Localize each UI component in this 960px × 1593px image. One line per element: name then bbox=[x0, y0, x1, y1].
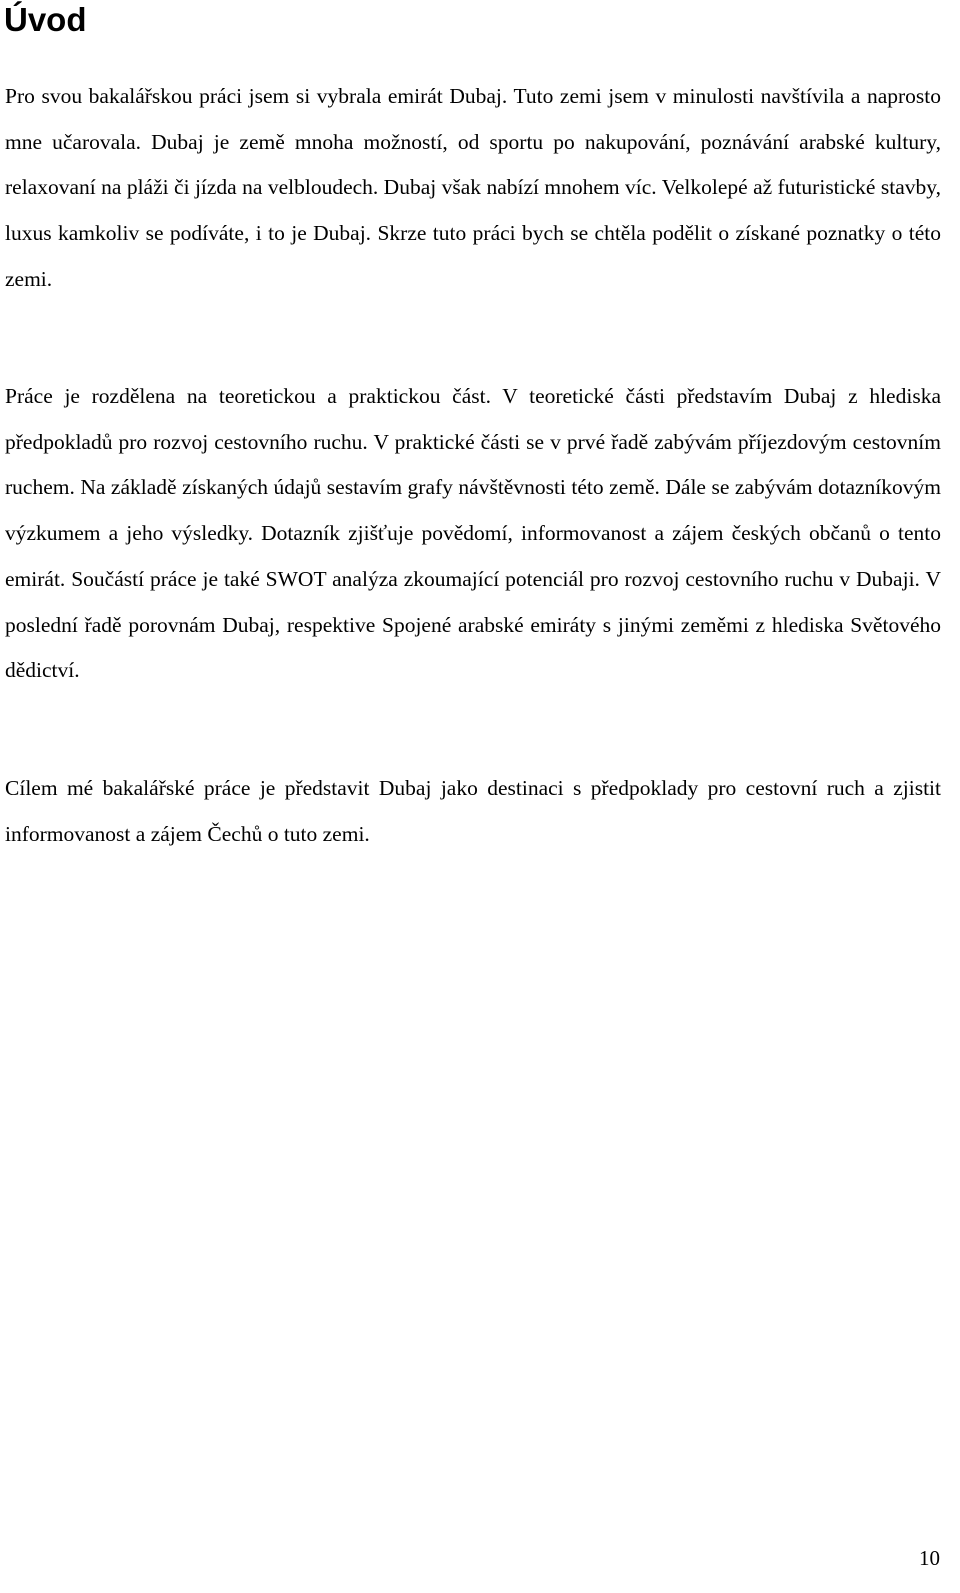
paragraph-structure: Práce je rozdělena na teoretickou a praktickou část. V teoretické části představím Dubaj z hlediska předpokladů pro rozvoj cestovního ruchu. V praktické části se v prvé řadě zabývám příjezdovým cestovním ruchem. Na základě získaných údajů sestavím grafy návštěvnosti této země. Dále se zabývám dotazníkovým výzkumem a jeho výsledky. Dotazník zjišťuje povědomí, informovanost a zájem českých občanů o tento emirát. Součástí práce je také SWOT analýza zkoumající potenciál pro rozvoj cestovního ruchu v Dubaji. V poslední řadě porovnám Dubaj, respektive Spojené arabské emiráty s jinými zeměmi z hlediska Světového dědictví. bbox=[5, 384, 941, 683]
paragraph-intro: Pro svou bakalářskou práci jsem si vybrala emirát Dubaj. Tuto zemi jsem v minulosti navštívila a naprosto mne učarovala. Dubaj je země mnoha možností, od sportu po nakupování, poznávání arabské kultury, relaxovaní na pláži či jízda na velbloudech. Dubaj však nabízí mnohem víc. Velkolepé až futuristické stavby, luxus kamkoliv se podíváte, i to je Dubaj. Skrze tuto práci bych se chtěla podělit o získané poznatky o této zemi. bbox=[5, 84, 941, 291]
paragraph-goal: Cílem mé bakalářské práce je představit Dubaj jako destinaci s předpoklady pro cestovní ruch a zjistit informovanost a zájem Čechů o tuto zemi. bbox=[5, 776, 941, 846]
page-number: 10 bbox=[919, 1546, 940, 1570]
section-heading: Úvod bbox=[4, 1, 87, 38]
